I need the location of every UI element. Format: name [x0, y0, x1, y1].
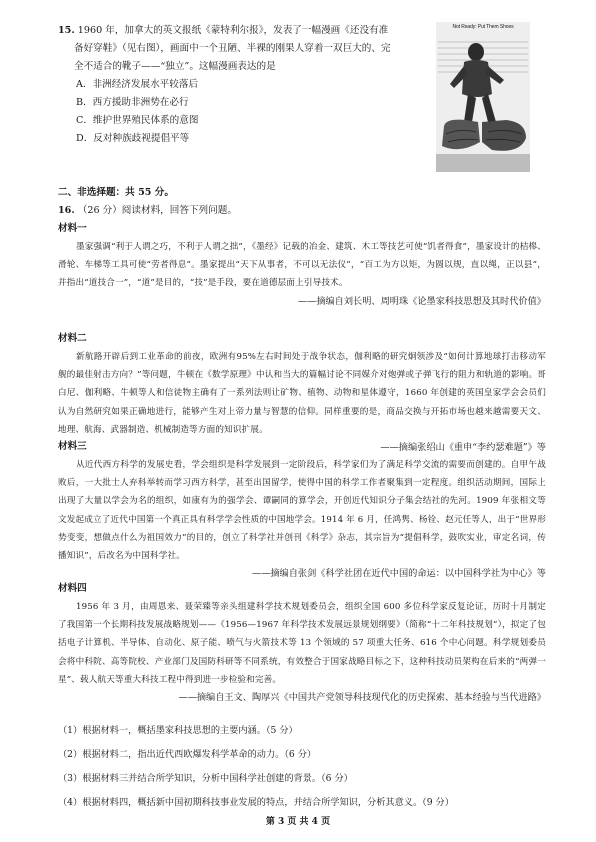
material-4 — [58, 580, 546, 707]
material-source: ——摘编自王文、陶厚兴《中国共产党领导科技现代化的历史探索、基本经验与当代进路》 — [178, 692, 546, 704]
question-number: 16. — [58, 205, 75, 216]
option-c: C．维护世界殖民体系的意图 — [76, 115, 199, 126]
material-source: ——摘编自刘长明、周明珠《论墨家科技思想及其时代价值》 — [297, 295, 546, 307]
material-text: 墨家强调“利于人谓之巧，不利于人谓之拙”，《墨经》记载的冶金、建筑、木工等技艺可使“饥者得食”，墨家设计的桔槔、滑轮、车梯等工具可使“劳者得息”。墨家提出“天下从事者，不可以无法仪”，“百工为方以矩，为圆以规，直以绳，正以县”，并指出“道技合一”，“道”是目的，“技”是手段，要在道德层面上引导技术。 — [58, 242, 546, 289]
subquestion-1: （1）根据材料一，概括墨家科技思想的主要内涵。（5 分） — [58, 725, 298, 736]
material-text: 新航路开辟后到工业革命的前夜，欧洲有95%左右时间处于战争状态，伽利略的研究炯领涉及“如何计算地球打击移动军舰的最佳射击方向？”等问题，牛顿在《数学原理》中认和当大的篇幅讨论不同媒介对炮弹或子弹飞行的阻力和轨道的影响。哥白尼、伽利略、牛顿等人和信徒物主确有了一系列法则让矿物、植物、动物和星体遵守，1660 年创建的英国皇家学会会员们认为自然研究如果正确地进行，能够产生对上帝力量与智慧的信仰。同样重要的是，商品交换与开拓市场也越来越需要天文、地理、航海、武器制造、机械制造等方面的知识扩展。 — [58, 352, 546, 435]
material-title: 材料四 — [58, 583, 87, 594]
subquestions — [58, 722, 546, 812]
material-title: 材料一 — [58, 223, 87, 234]
option-a: A．非洲经济发展水平较落后 — [76, 79, 199, 90]
cartoon-caption: Not Ready: Put Them Shoes — [452, 24, 514, 30]
material-3 — [58, 438, 546, 583]
page-footer: 第 3 页 共 4 页 — [265, 817, 331, 827]
cartoon-image — [436, 22, 530, 172]
question-16 — [58, 202, 546, 220]
material-source: ——摘编张绍山《重申“李约瑟难题”》等 — [380, 442, 546, 454]
option-b: B．西方援助非洲势在必行 — [76, 97, 189, 108]
material-text: 从近代西方科学的发展史看，学会组织是科学发展到一定阶段后，科学家们为了满足科学交流的需要而创建的。自甲午战败后，一大批士人弃科举转而学习西方科学，甚至出国留学，使得中国的科学工作者聚集到一定程度。组织活动期间，国际上出现了大量以学会为名的组织，如康有为的强学会、谭嗣同的算学会，开创近代知识分子集会结社的先河。1909 年张相文等文发起成立了近代中国第一个真正具有科学学会性质的中国地学会。1914 年 6 月，任鸿隽、杨铨、赵元任等人，出于“世界形势变变，想做点什么为祖国效力”的目的，创立了科学社并创刊《科学》杂志，其宗旨为“提倡科学，鼓吹实业，审定名词，传播知识”，后改名为中国科学社。 — [58, 460, 546, 562]
question-text-line: 备好穿鞋》（见右图），画面中一个丑陋、半裸的刚果人穿着一双巨大的、完 — [74, 43, 391, 54]
material-title: 材料三 — [58, 441, 87, 452]
question-15 — [58, 22, 430, 148]
question-number: 15. — [58, 25, 75, 36]
material-1 — [58, 220, 546, 311]
material-source: ——摘编自张剑《科学社团在近代中国的命运：以中国科学社为中心》等 — [252, 568, 546, 580]
question-text-line: 1960 年，加拿大的英文报纸《蒙特利尔报》，发表了一幅漫画《还没有准 — [77, 25, 389, 36]
cartoon-illustration — [436, 22, 530, 172]
subquestion-3: （3）根据材料三并结合所学知识，分析中国科学社创建的背景。（6 分） — [58, 773, 353, 784]
subquestion-2: （2）根据材料二，指出近代西欧爆发科学革命的动力。（6 分） — [58, 749, 317, 760]
question-prompt: （26 分）阅读材料，回答下列问题。 — [77, 205, 237, 216]
question-text-line: 全不适合的靴子——“独立”。这幅漫画表达的是 — [74, 61, 276, 72]
section-heading: 二、非选择题：共 55 分。 — [58, 187, 174, 198]
subquestion-4: （4）根据材料四，概括新中国初期科技事业发展的特点，并结合所学知识，分析其意义。（9 分） — [58, 797, 454, 808]
option-d: D．反对种族歧视提倡平等 — [76, 133, 190, 144]
material-text: 1956 年 3 月，由周恩来、聂荣臻等亲头组建科学技术规划委员会，组织全国 600 多位科学家反复论证，历时十月制定了我国第一个长期科技发展战略规划——《1956—1967 年科学技术发展远景规划纲要》（简称“十二年科技规划”），拟定了包括电子计算机、半导体、自动化、原子能、喷气与火箭技术等 13 个领域的 57 项重大任务、616 个中心问题。科学规划委员会将中科院、高等院校、产业部门及国防科研等不同系统，有效整合于国家战略目标之下，这种科技动员架构在后来的“两弹一星”、载人航天等重大科技工程中得到进一步检验和完善。 — [58, 602, 546, 685]
material-title: 材料二 — [58, 333, 87, 344]
